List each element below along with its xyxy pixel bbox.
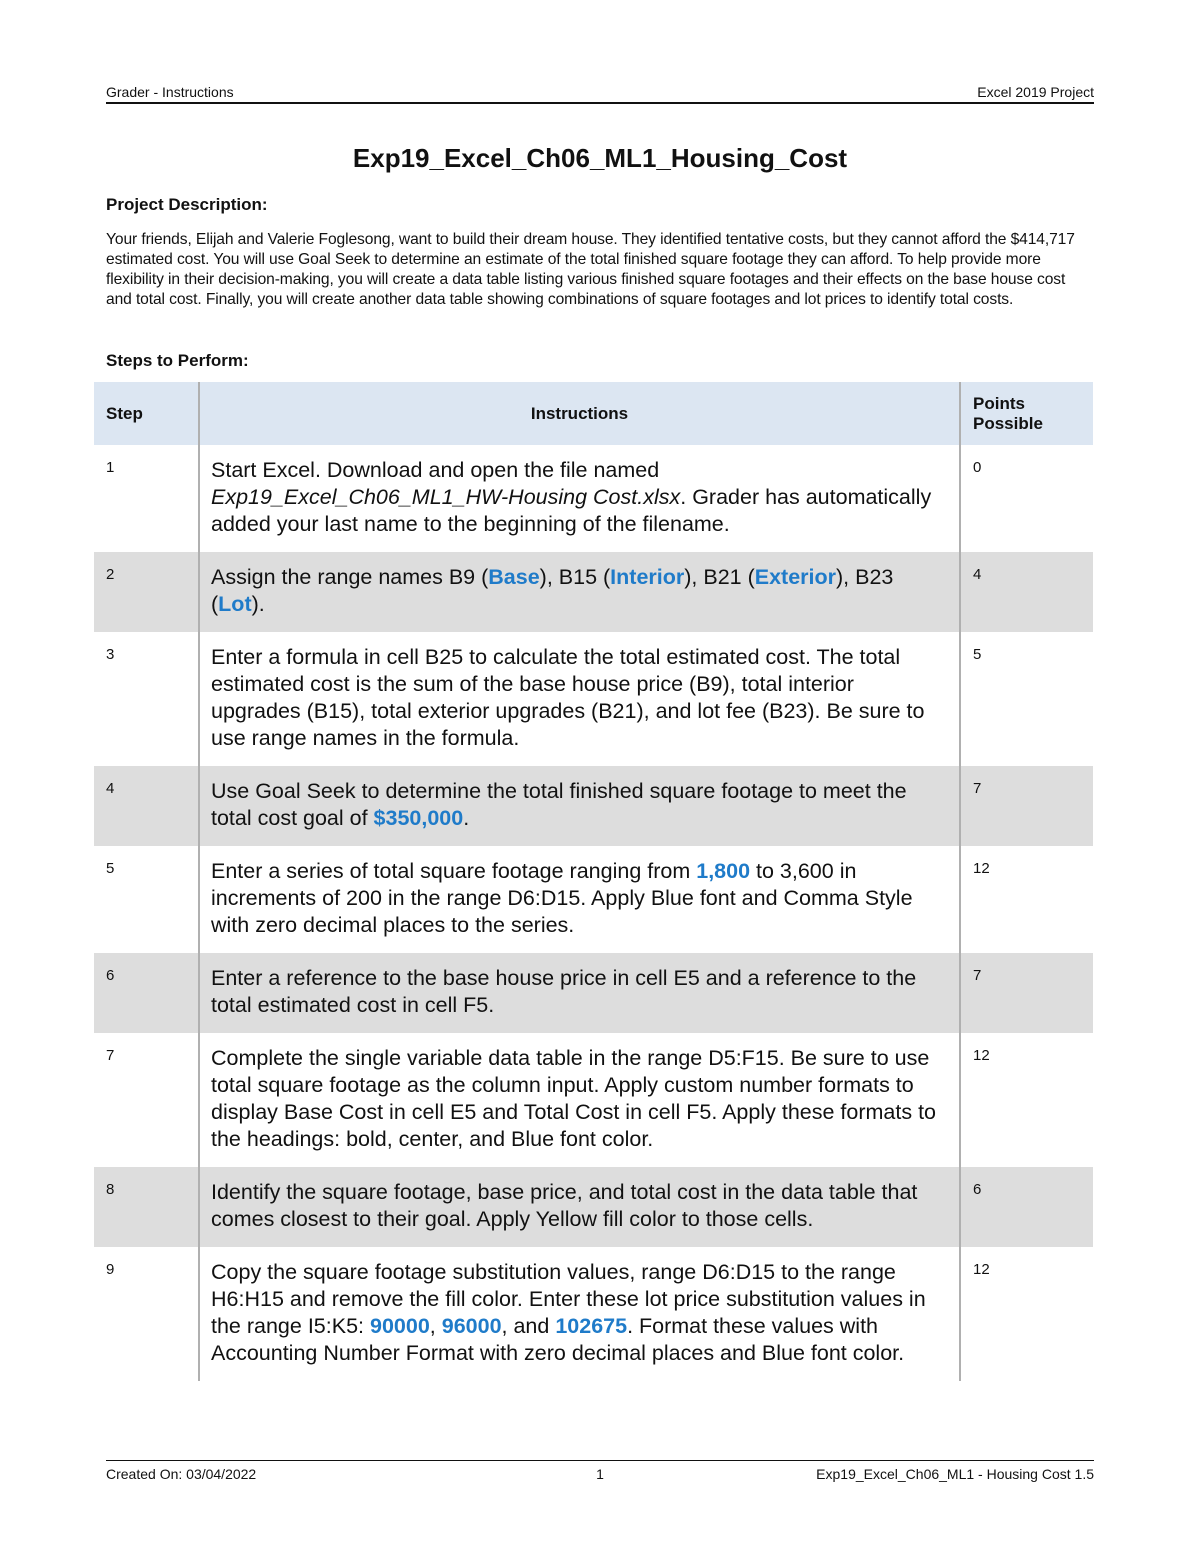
table-row <box>94 846 1093 953</box>
table-row <box>94 1247 1093 1381</box>
table-row <box>94 766 1093 846</box>
page-number: 1 <box>596 1466 604 1482</box>
instruction-text: Use Goal Seek to determine the total finished square footage to meet the total cost goal of <box>211 779 907 830</box>
step-instruction <box>199 1247 960 1381</box>
points-possible: 6 <box>960 1167 1093 1247</box>
document-title: Exp19_Excel_Ch06_ML1_Housing_Cost <box>352 143 848 173</box>
header-instructions: Instructions <box>199 382 960 445</box>
instruction-text: Start Excel. Download and open the file named <box>211 458 660 482</box>
step-number: 4 <box>94 766 199 846</box>
page-footer <box>106 1466 1094 1484</box>
project-description: Your friends, Elijah and Valerie Foglesong, want to build their dream house. They identified tentative costs, but they cannot afford the $414,717 estimated cost. You will use Goal Seek to determine an estimate of the total finished square footage they can afford. To help provide more flexibility in their decision-making, you will create a data table listing various finished square footages and their effects on the base house cost and total cost. Finally, you will create another data table showing combinations of square footages and lot prices to identify total costs. <box>106 231 1075 308</box>
highlighted-value: 96000 <box>441 1314 502 1338</box>
file-name: Exp19_Excel_Ch06_ML1_HW-Housing Cost.xlsx <box>211 485 681 509</box>
footer-rule <box>106 1460 1094 1461</box>
highlighted-value: 102675 <box>555 1314 628 1338</box>
instruction-text: Enter a series of total square footage ranging from <box>211 859 697 883</box>
points-possible: 5 <box>960 632 1093 766</box>
step-instruction <box>199 1033 960 1167</box>
header-points: Points Possible <box>960 382 1093 445</box>
step-number: 3 <box>106 646 115 663</box>
highlighted-value: Exterior <box>754 565 837 589</box>
step-number: 9 <box>106 1261 115 1278</box>
step-number: 7 <box>106 1047 115 1064</box>
instruction-text: Copy the square footage substitution values, range D6:D15 to the range H6:H15 and remove the fill color. Enter these lot price substitution values in the range I5:K5: <box>211 1260 926 1338</box>
header-step: Step <box>94 382 199 445</box>
highlighted-value: 1,800 <box>696 859 751 883</box>
header-left: Grader - Instructions <box>106 84 234 100</box>
steps-label: Steps to Perform: <box>106 351 249 370</box>
step-instruction <box>199 766 960 846</box>
instruction-text: . Format these values with Accounting Number Format with zero decimal places and Blue font color. <box>211 1314 905 1365</box>
instruction-text: Identify the square footage, base price, and total cost in the data table that comes closest to their goal. Apply Yellow fill color to those cells. <box>211 1180 918 1231</box>
instruction-text: ), B21 ( <box>684 565 755 589</box>
header-rule <box>106 102 1094 104</box>
instruction-text: Complete the single variable data table in the range D5:F15. Be sure to use total square footage as the column input. Apply custom number formats to display Base Cost in cell E5 and Total Cost in cell F5. Apply these formats to the headings: bold, center, and Blue font color. <box>211 1046 936 1151</box>
table-row <box>94 445 1093 552</box>
instruction-text: Assign the range names B9 ( <box>211 565 489 589</box>
table-row <box>94 552 1093 632</box>
step-number: 5 <box>106 860 115 877</box>
highlighted-value: Lot <box>218 592 252 616</box>
step-number: 1 <box>106 459 115 476</box>
instruction-text: . Grader has automatically added your last name to the beginning of the filename. <box>211 485 932 536</box>
step-instruction <box>199 632 960 766</box>
points-possible: 7 <box>960 953 1093 1033</box>
points-possible: 12 <box>960 1247 1093 1381</box>
step-number: 2 <box>94 552 199 632</box>
highlighted-value: Interior <box>610 565 685 589</box>
table-row <box>94 953 1093 1033</box>
instruction-text: ). <box>251 592 265 616</box>
steps-body <box>94 445 1093 1381</box>
table-row <box>94 632 1093 766</box>
table-row <box>94 1033 1093 1167</box>
highlighted-value: Base <box>488 565 540 589</box>
instruction-text: . <box>463 806 470 830</box>
project-description-label: Project Description: <box>106 195 268 214</box>
instruction-text: ), B15 ( <box>539 565 611 589</box>
instruction-text: Enter a reference to the base house price in cell E5 and a reference to the total estimated cost in cell F5. <box>211 966 917 1017</box>
step-number: 8 <box>94 1167 199 1247</box>
footer-left: Created On: 03/04/2022 <box>106 1466 257 1482</box>
step-instruction <box>199 1167 960 1247</box>
step-instruction <box>199 953 960 1033</box>
points-possible: 4 <box>960 552 1093 632</box>
steps-table <box>94 382 1093 1381</box>
points-possible: 12 <box>960 1033 1093 1167</box>
points-possible: 12 <box>960 846 1093 953</box>
step-instruction <box>199 552 960 632</box>
page-header <box>106 84 1094 102</box>
instruction-text: , and <box>501 1314 556 1338</box>
footer-right: Exp19_Excel_Ch06_ML1 - Housing Cost 1.5 <box>816 1466 1094 1482</box>
instruction-text: Enter a formula in cell B25 to calculate the total estimated cost. The total estimated cost is the sum of the base house price (B9), total interior upgrades (B15), total exterior upgrades (B21), and lot fee (B23). Be sure to use range names in the formula. <box>211 645 925 750</box>
step-number: 6 <box>94 953 199 1033</box>
instruction-text: to 3,600 in increments of 200 in the range D6:D15. Apply Blue font and Comma Style with zero decimal places to the series. <box>211 859 913 937</box>
table-header-row <box>94 382 1093 445</box>
highlighted-value: $350,000 <box>373 806 464 830</box>
table-row <box>94 1167 1093 1247</box>
highlighted-value: 90000 <box>369 1314 430 1338</box>
instruction-text: ), B23 ( <box>211 565 894 616</box>
points-possible: 7 <box>960 766 1093 846</box>
instruction-text: , <box>429 1314 442 1338</box>
header-right: Excel 2019 Project <box>977 84 1094 100</box>
points-possible: 0 <box>960 445 1093 552</box>
step-instruction <box>199 445 960 552</box>
step-instruction <box>199 846 960 953</box>
